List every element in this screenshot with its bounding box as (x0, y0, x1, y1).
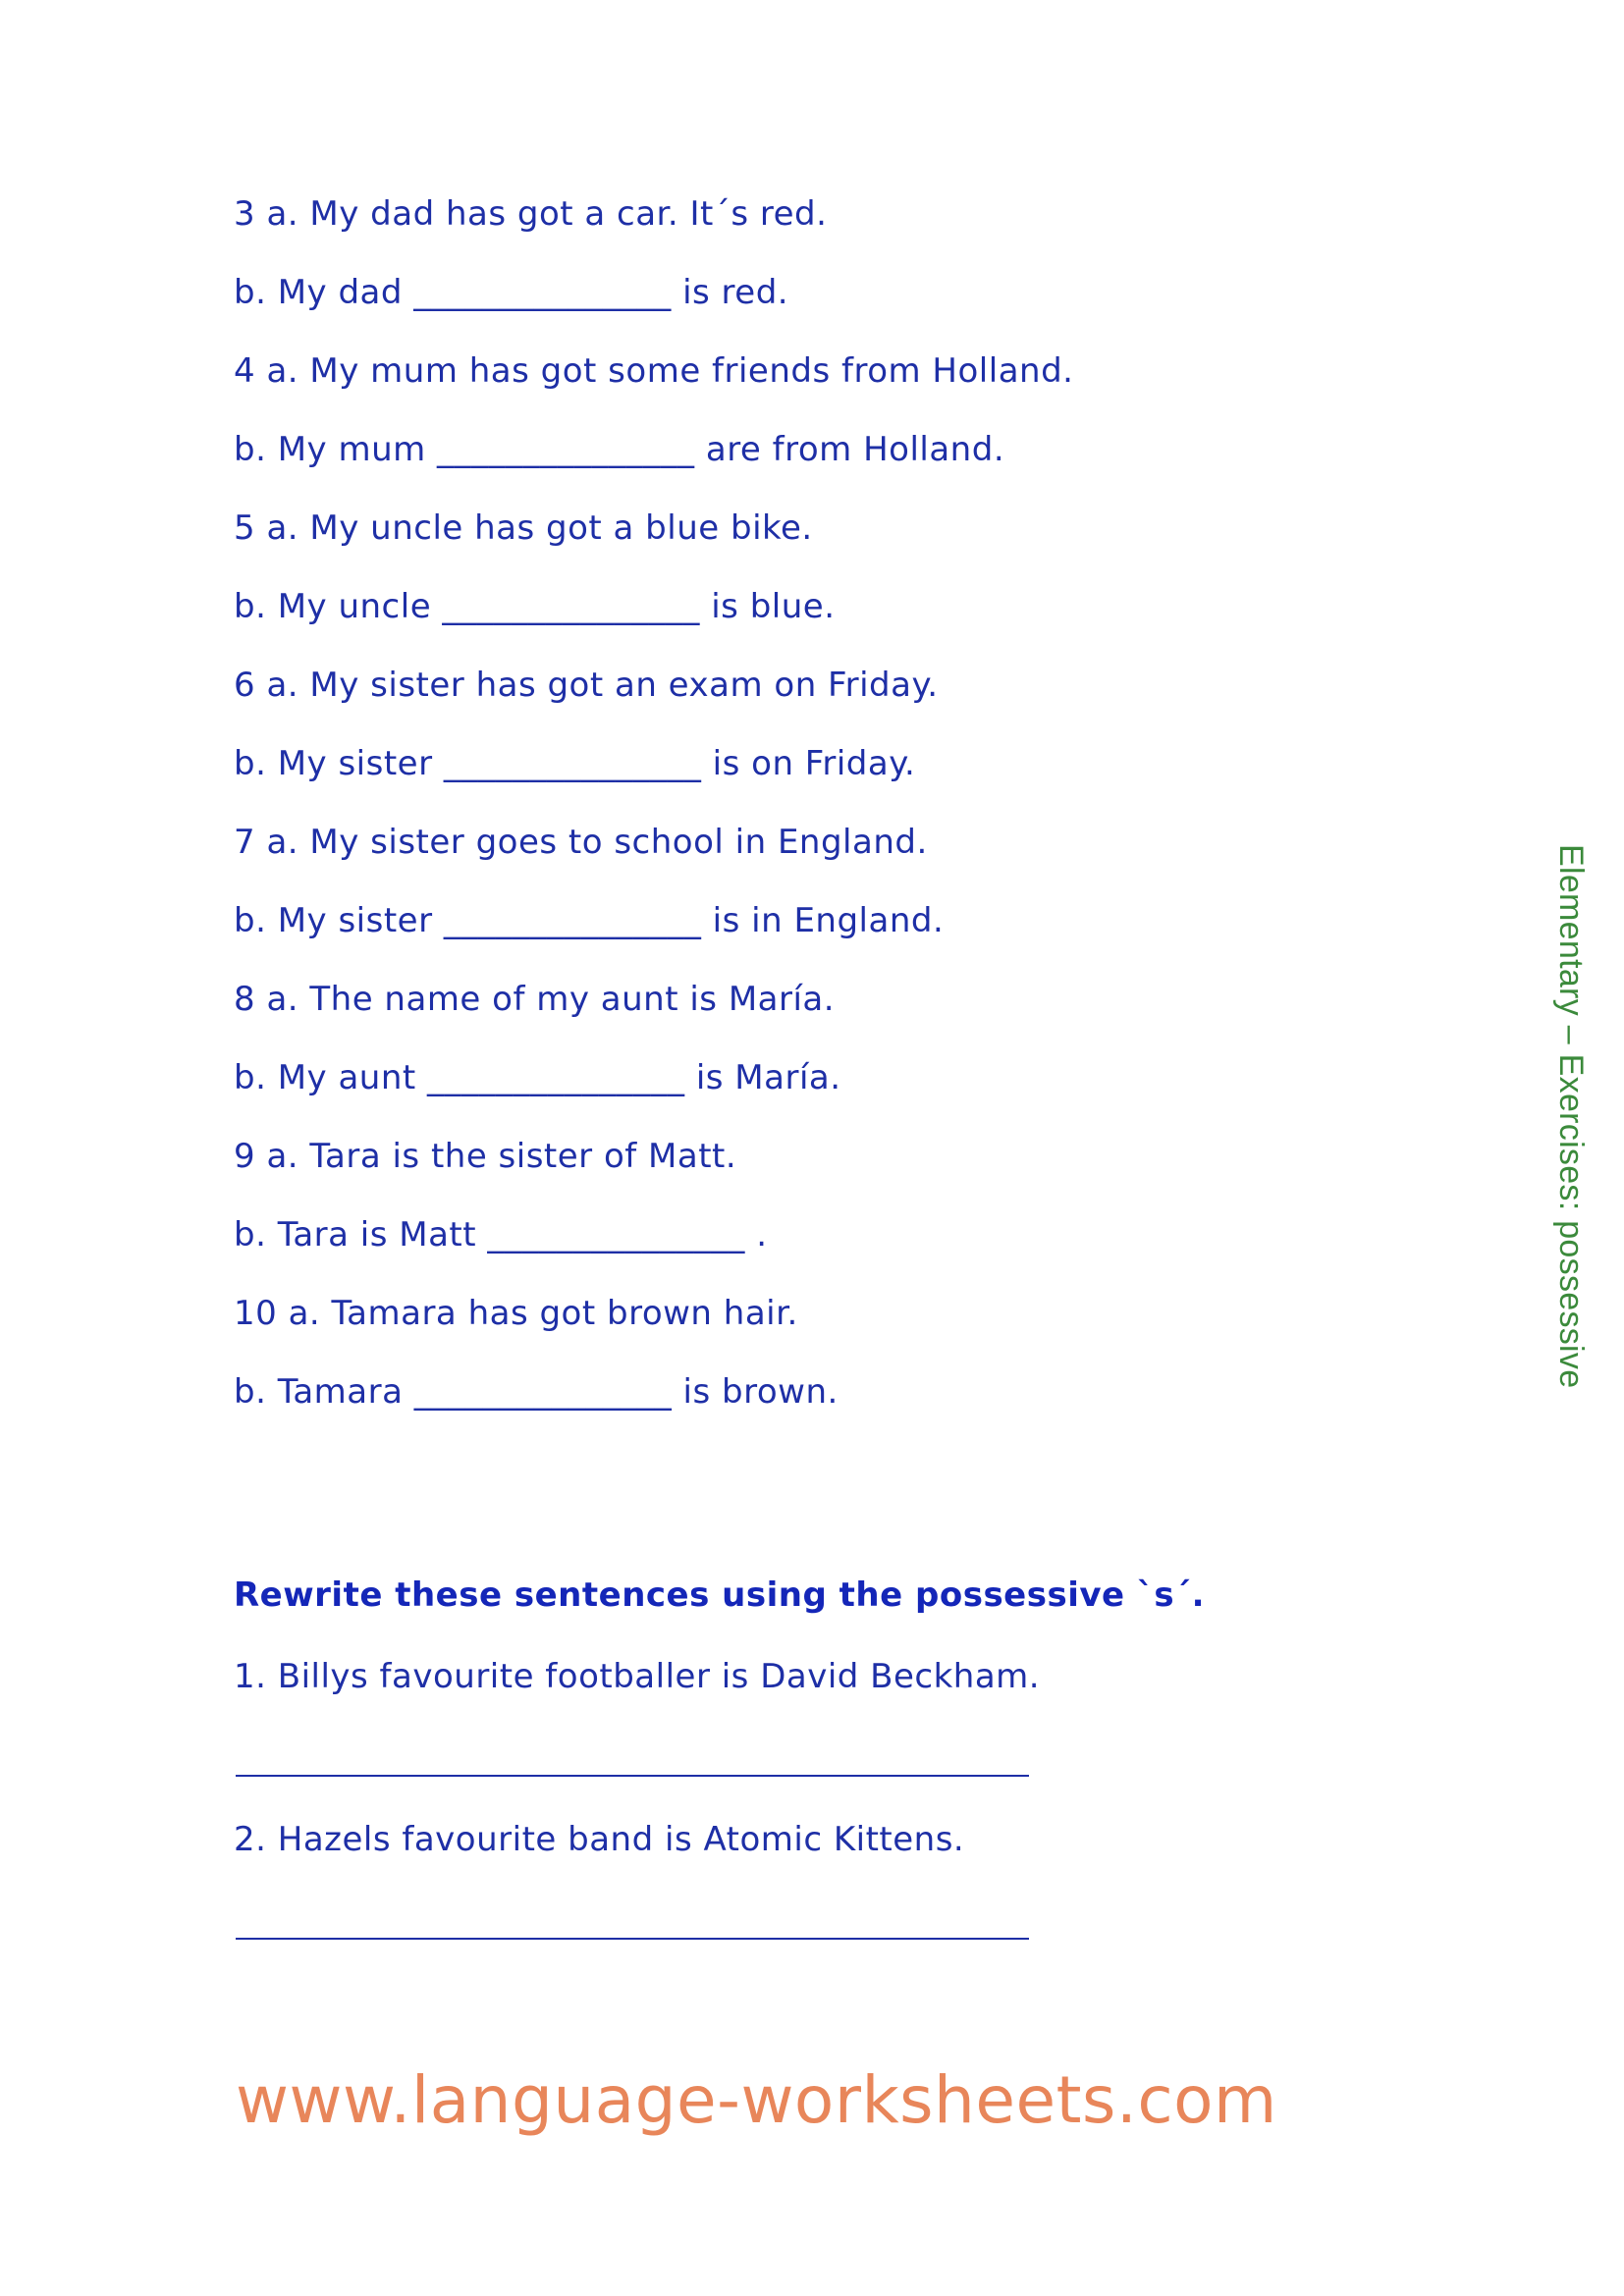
rewrite-heading: Rewrite these sentences using the possessive `s´. (234, 1575, 1206, 1615)
exercise-item-7b: b. My sister _______________ is in England. (234, 901, 945, 940)
answer-line-2[interactable] (236, 1938, 1029, 1940)
side-label-text: Elementary – Exercises: possessive (1552, 844, 1590, 1389)
exercise-item-4b: b. My mum _______________ are from Holland. (234, 430, 1005, 469)
exercise-item-10b: b. Tamara _______________ is brown. (234, 1372, 839, 1412)
exercise-item-10a: 10 a. Tamara has got brown hair. (234, 1294, 798, 1333)
exercise-item-9b: b. Tara is Matt _______________ . (234, 1215, 768, 1255)
exercise-item-5b: b. My uncle _______________ is blue. (234, 587, 836, 626)
exercise-item-8b: b. My aunt _______________ is María. (234, 1058, 841, 1097)
exercise-item-6b: b. My sister _______________ is on Friday. (234, 744, 916, 783)
exercise-item-7a: 7 a. My sister goes to school in England. (234, 823, 928, 862)
rewrite-question-1: 1. Billys favourite footballer is David Beckham. (234, 1657, 1041, 1696)
exercise-item-3b: b. My dad _______________ is red. (234, 273, 789, 312)
side-label (1551, 844, 1591, 1433)
exercise-item-3a: 3 a. My dad has got a car. It´s red. (234, 194, 828, 234)
footer-url: www.language-worksheets.com (236, 2062, 1277, 2138)
answer-line-1[interactable] (236, 1775, 1029, 1777)
exercise-item-4a: 4 a. My mum has got some friends from Holland. (234, 351, 1074, 391)
exercise-item-9a: 9 a. Tara is the sister of Matt. (234, 1137, 737, 1176)
exercise-item-8a: 8 a. The name of my aunt is María. (234, 980, 836, 1019)
exercise-item-6a: 6 a. My sister has got an exam on Friday. (234, 666, 939, 705)
exercise-item-5a: 5 a. My uncle has got a blue bike. (234, 508, 813, 548)
rewrite-question-2: 2. Hazels favourite band is Atomic Kittens. (234, 1820, 965, 1859)
